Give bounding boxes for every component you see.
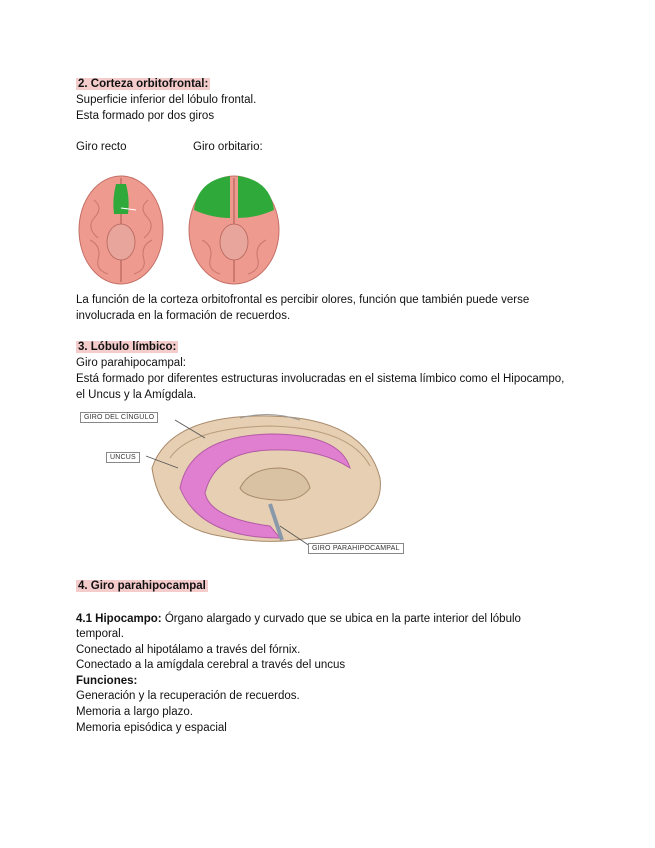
label-giro-orbitario: Giro orbitario:: [193, 141, 263, 153]
section-4-heading-line: [76, 579, 208, 593]
section-2-heading: 2. Corteza orbitofrontal:: [78, 78, 209, 90]
text-line: La función de la corteza orbitofrontal es percibir olores, función que también puede verse: [76, 294, 530, 306]
figure-label-parahipocampal: GIRO PARAHIPOCAMPAL: [308, 543, 404, 554]
section-2-heading-line: [76, 77, 210, 91]
text-line: Superficie inferior del lóbulo frontal.: [76, 94, 257, 106]
text-line: Memoria episódica y espacial: [76, 722, 227, 734]
brain-giro-orbitario-figure: [186, 170, 282, 288]
brain-giro-recto-figure: [76, 170, 166, 288]
text-line: Giro parahipocampal:: [76, 357, 186, 369]
section-3-heading-line: [76, 340, 178, 354]
text-line: Memoria a largo plazo.: [76, 706, 193, 718]
text-line: Generación y la recuperación de recuerdos.: [76, 690, 300, 702]
text-line: Conectado a la amígdala cerebral a través del uncus: [76, 659, 346, 671]
text-line: Está formado por diferentes estructuras involucradas en el sistema límbico como el Hipocampo,: [76, 373, 565, 385]
text-line: involucrada en la formación de recuerdos.: [76, 310, 291, 322]
section-3-heading: 3. Lóbulo límbico:: [78, 341, 177, 353]
text-line: Conectado al hipotálamo a través del fórnix.: [76, 644, 301, 656]
hipocampo-text: Órgano alargado y curvado que se ubica en la parte interior del lóbulo: [161, 613, 521, 625]
funciones-heading: Funciones:: [76, 675, 138, 687]
section-4-heading: 4. Giro parahipocampal: [78, 580, 206, 592]
hipocampo-line: [76, 612, 521, 626]
limbic-lobe-figure: [80, 408, 420, 558]
text-line: temporal.: [76, 628, 124, 640]
hipocampo-title: 4.1 Hipocampo:: [76, 613, 162, 625]
text-line: el Uncus y la Amígdala.: [76, 389, 197, 401]
figure-label-cingulo: GIRO DEL CÍNGULO: [80, 412, 158, 423]
figure-label-uncus: UNCUS: [106, 452, 140, 463]
label-giro-recto: Giro recto: [76, 141, 127, 153]
text-line: Esta formado por dos giros: [76, 110, 215, 122]
